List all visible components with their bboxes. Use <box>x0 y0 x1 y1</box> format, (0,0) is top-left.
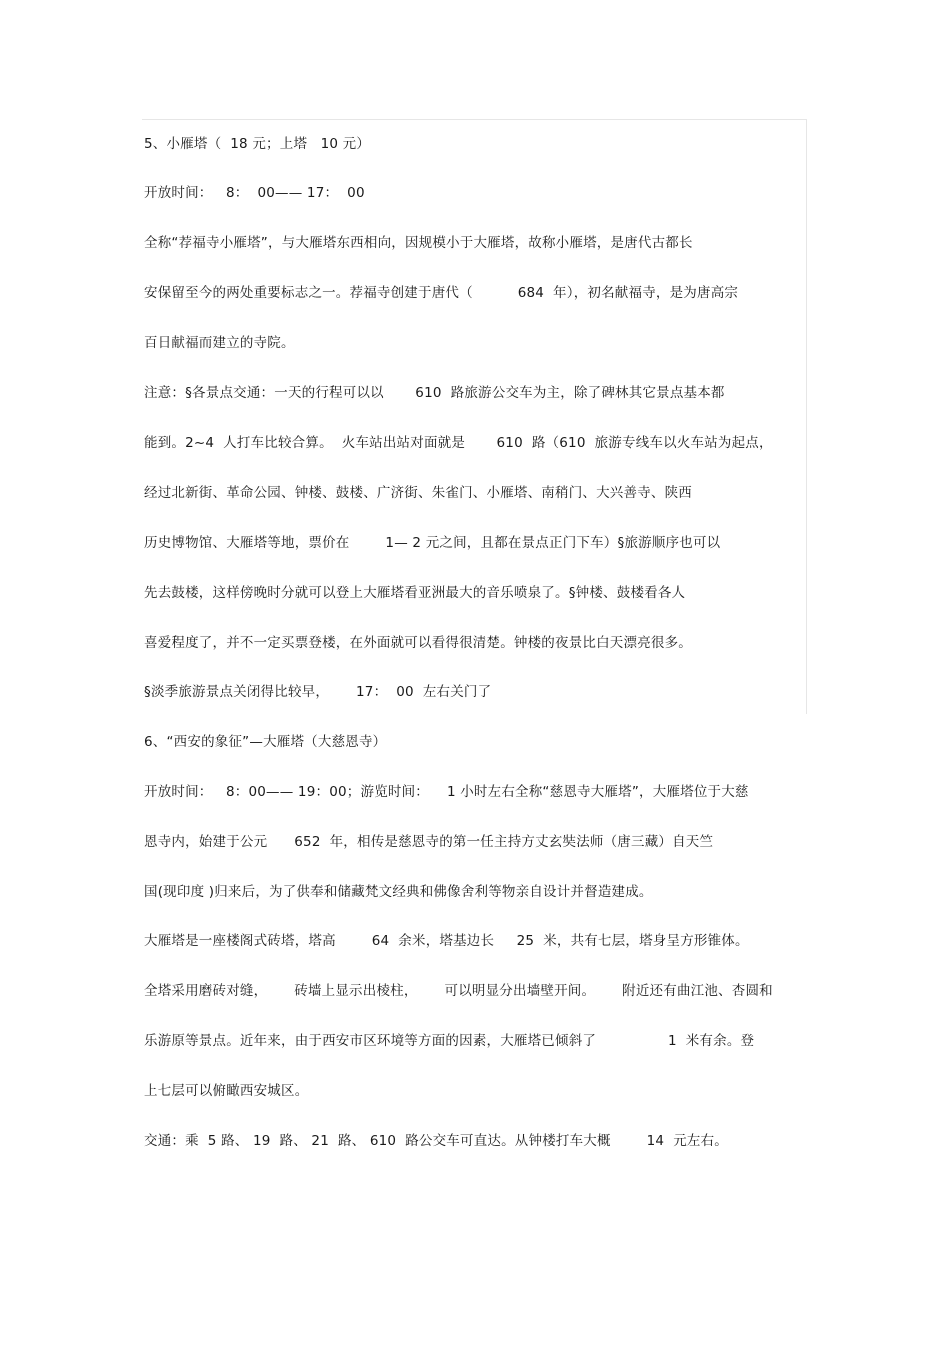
text-line: 注意：§各景点交通：一天的行程可以以 610 路旅游公交车为主，除了碑林其它景点基本都 <box>144 385 725 401</box>
text-line: 乐游原等景点。近年来，由于西安市区环境等方面的因素，大雁塔已倾斜了 1 米有余。登 <box>144 1033 755 1049</box>
opening-hours-xiaoyanta: 开放时间： 8： 00—— 17： 00 <box>144 185 365 201</box>
text-line: 上七层可以俯瞰西安城区。 <box>144 1083 309 1099</box>
text-line: 百日献福而建立的寺院。 <box>144 335 295 351</box>
heading-xiaoyanta: 5、小雁塔（ 18 元；上塔 10 元） <box>144 136 371 152</box>
text-line: 大雁塔是一座楼阁式砖塔，塔高 64 余米，塔基边长 25 米，共有七层，塔身呈方形锥体。 <box>144 933 749 949</box>
text-line: 经过北新街、革命公园、钟楼、鼓楼、广济街、朱雀门、小雁塔、南稍门、大兴善寺、陕西 <box>144 485 692 501</box>
heading-dayanta: 6、“西安的象征”—大雁塔（大慈恩寺） <box>144 734 387 750</box>
text-line: §淡季旅游景点关闭得比较早， 17： 00 左右关门了 <box>144 684 492 700</box>
text-line: 全称“荐福寺小雁塔”，与大雁塔东西相向，因规模小于大雁塔，故称小雁塔，是唐代古都长 <box>144 235 693 251</box>
page-frame <box>142 119 807 714</box>
text-line: 历史博物馆、大雁塔等地，票价在 1— 2 元之间，且都在景点正门下车）§旅游顺序也可以 <box>144 535 721 551</box>
text-line: 安保留至今的两处重要标志之一。荐福寺创建于唐代（ 684 年），初名献福寺，是为唐高宗 <box>144 285 739 301</box>
text-line: 全塔采用磨砖对缝， 砖墙上显示出棱柱， 可以明显分出墙壁开间。 附近还有曲江池、杏圆和 <box>144 983 773 999</box>
transport-line: 交通：乘 5 路、 19 路、 21 路、 610 路公交车可直达。从钟楼打车大概 14 元左右。 <box>144 1133 728 1149</box>
text-line: 能到。2~4 人打车比较合算。 火车站出站对面就是 610 路（610 旅游专线车以火车站为起点， <box>144 435 773 451</box>
opening-hours-dayanta: 开放时间： 8：00—— 19：00；游览时间： 1 小时左右全称“慈恩寺大雁塔”，大雁塔位于大慈 <box>144 784 749 800</box>
text-line: 喜爱程度了，并不一定买票登楼，在外面就可以看得很清楚。钟楼的夜景比白天漂亮很多。 <box>144 635 692 651</box>
text-line: 恩寺内，始建于公元 652 年，相传是慈恩寺的第一任主持方丈玄奘法师（唐三藏）自天竺 <box>144 834 714 850</box>
text-line: 国(现印度 )归来后，为了供奉和储藏梵文经典和佛像舍利等物亲自设计并督造建成。 <box>144 884 653 900</box>
text-line: 先去鼓楼，这样傍晚时分就可以登上大雁塔看亚洲最大的音乐喷泉了。§钟楼、鼓楼看各人 <box>144 585 686 601</box>
